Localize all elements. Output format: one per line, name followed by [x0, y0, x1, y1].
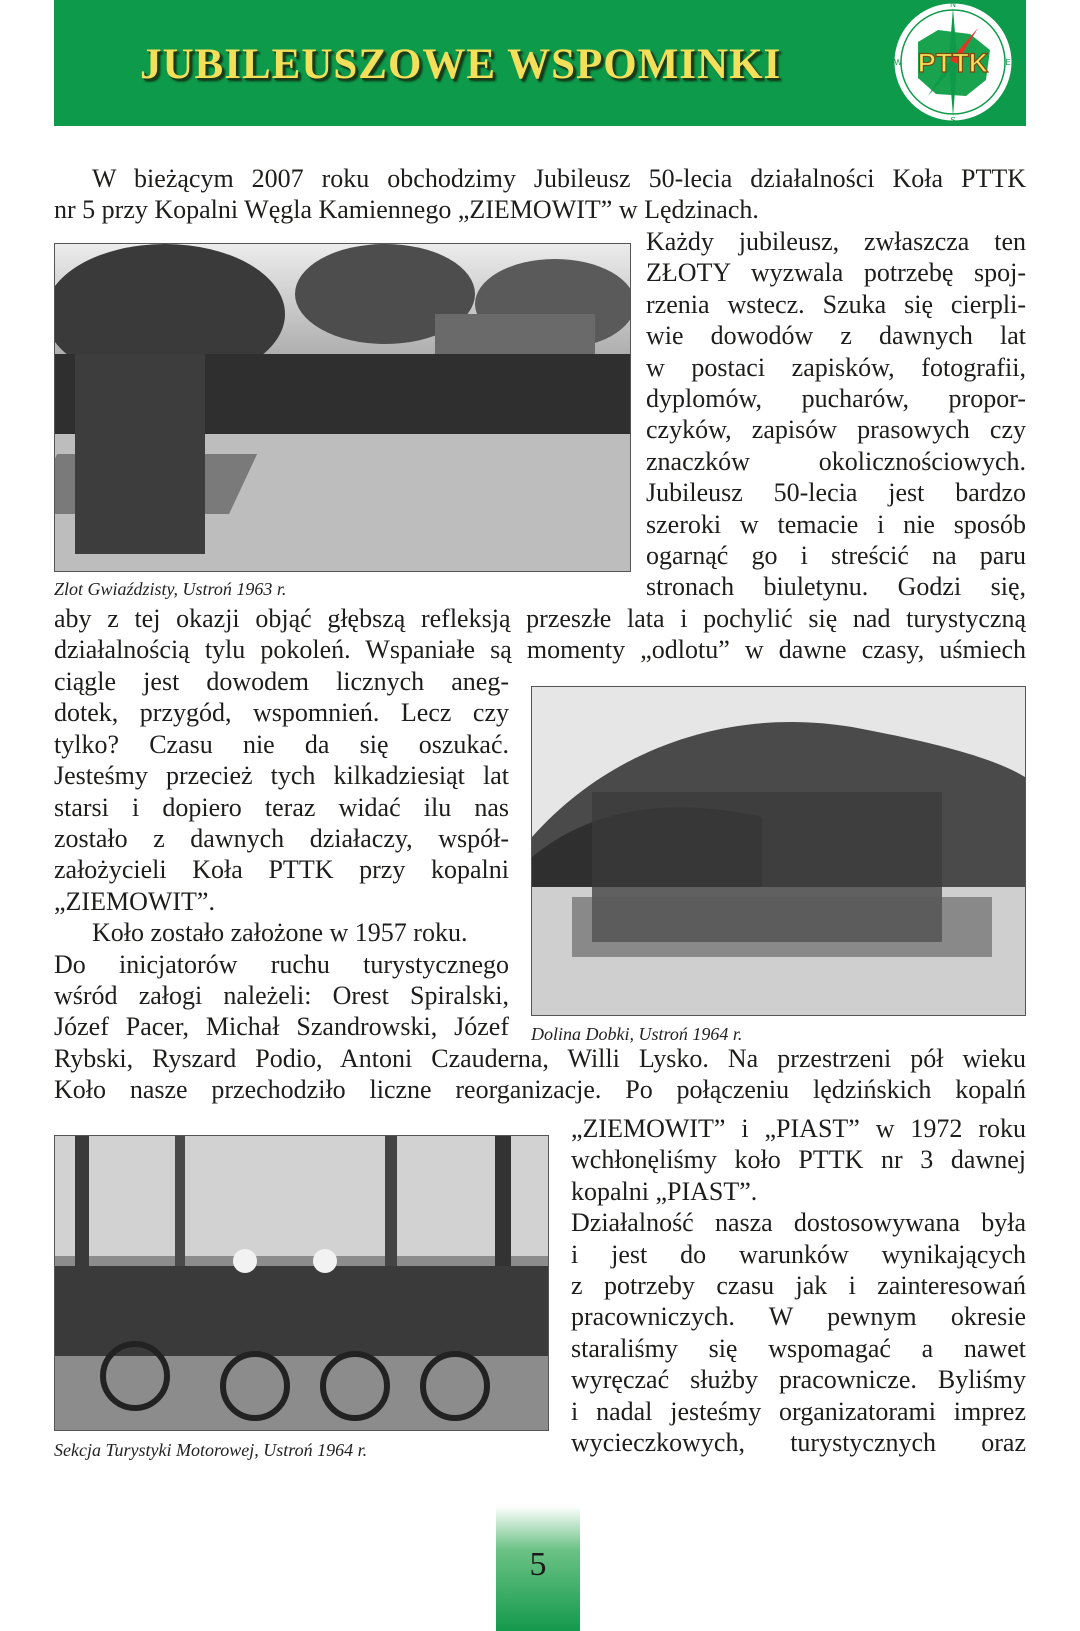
text-line: założycieli Koła PTTK przy kopalni	[54, 855, 509, 885]
text-line: Koło zostało założone w 1957 roku.	[92, 918, 468, 948]
text-line: Rybski, Ryszard Podio, Antoni Czauderna, Willi Lysko. Na przestrzeni pół wieku	[54, 1044, 1026, 1073]
text-line: nr 5 przy Kopalni Węgla Kamiennego „ZIEMOWIT” w Lędzinach.	[54, 195, 759, 225]
text-line: znaczków okolicznościowych.	[646, 446, 1026, 476]
text-line: ogarnąć go i streścić na paru	[646, 540, 1026, 570]
paragraph-col3	[571, 1113, 1026, 1458]
text-line: starsi i dopiero teraz widać ilu nas	[54, 792, 509, 822]
text-line: Jesteśmy przecież tych kilkadziesiąt lat	[54, 761, 509, 791]
compass-e: E	[1005, 58, 1011, 67]
text-line: kopalni „PIAST”.	[571, 1176, 758, 1206]
text-line: wyręczać służby pracownicze. Byliśmy	[571, 1365, 1026, 1395]
text-line: i jest do warunków wynikających	[571, 1239, 1026, 1269]
text-line: rzenia wstecz. Szuka się cierpli-	[646, 289, 1026, 319]
text-line: Każdy jubileusz, zwłaszcza ten	[646, 227, 1026, 256]
intro-paragraph	[54, 163, 1026, 226]
text-line: „ZIEMOWIT” i „PIAST” w 1972 roku	[571, 1114, 1026, 1143]
text-line: w postaci zapisków, fotografii,	[646, 352, 1026, 382]
photo-sekcja-motorowa	[54, 1135, 549, 1431]
text-line: wśród załogi należeli: Orest Spiralski,	[54, 980, 509, 1010]
text-line: Józef Pacer, Michał Szandrowski, Józef	[54, 1012, 509, 1042]
compass-n: N	[950, 0, 956, 9]
page-number: 5	[529, 1546, 547, 1583]
text-line: pracowniczych. W pewnym okresie	[571, 1302, 1026, 1332]
compass-w: W	[894, 58, 902, 67]
caption-photo3: Sekcja Turystyki Motorowej, Ustroń 1964 r.	[54, 1440, 368, 1460]
text-line: Działalność nasza dostosowywana była	[571, 1208, 1026, 1238]
text-line: wie dowodów z dawnych lat	[646, 321, 1026, 351]
text-line: zostało z dawnych działaczy, współ-	[54, 823, 509, 853]
page-number-tab	[496, 1506, 580, 1631]
text-line: wycieczkowych, turystycznych oraz	[571, 1427, 1026, 1457]
text-line: aby z tej okazji objąć głębszą refleksją przeszłe lata i pochylić się nad turystyczną	[54, 604, 1026, 633]
caption-photo2: Dolina Dobki, Ustroń 1964 r.	[531, 1024, 743, 1044]
text-line: „ZIEMOWIT”.	[54, 886, 215, 916]
text-line: ciągle jest dowodem licznych aneg-	[54, 667, 509, 696]
paragraph-full2	[54, 1043, 1026, 1106]
text-line: szeroki w temacie i nie sposób	[646, 509, 1026, 539]
text-line: Jubileusz 50-lecia jest bardzo	[646, 478, 1026, 508]
pttk-logo	[878, 0, 1028, 126]
text-line: i nadal jesteśmy organizatorami imprez	[571, 1396, 1026, 1426]
text-line: ZŁOTY wyzwala potrzebę spoj-	[646, 258, 1026, 288]
text-line: czyków, zapisów prasowych czy	[646, 415, 1026, 445]
text-line: W bieżącym 2007 roku obchodzimy Jubileusz 50-lecia działalności Koła PTTK	[92, 164, 1026, 193]
compass-s: S	[950, 116, 956, 125]
caption-photo1: Zlot Gwiaździsty, Ustroń 1963 r.	[54, 579, 287, 599]
text-line: dyplomów, pucharów, propor-	[646, 383, 1026, 413]
text-line: dotek, przygód, wspomnień. Lecz czy	[54, 698, 509, 728]
text-line: wchłonęliśmy koło PTTK nr 3 dawnej	[571, 1145, 1026, 1175]
text-line: stronach biuletynu. Godzi się,	[646, 572, 1026, 602]
paragraph-col2	[54, 666, 509, 1043]
photo-dolina-dobki	[531, 686, 1026, 1016]
text-line: działalnością tylu pokoleń. Wspaniałe są momenty „odlotu” w dawne czasy, uśmiech	[54, 635, 1026, 665]
photo-zlot-gwiazdzisty	[54, 243, 631, 572]
text-line: Do inicjatorów ruchu turystycznego	[54, 949, 509, 979]
text-line: staraliśmy się wspomagać a nawet	[571, 1333, 1026, 1363]
text-line: z potrzeby czasu jak i zainteresowań	[571, 1270, 1026, 1300]
text-line: Koło nasze przechodziło liczne reorganizacje. Po połączeniu lędzińskich kopalń	[54, 1075, 1026, 1105]
paragraph-full1	[54, 603, 1026, 666]
text-line: tylko? Czasu nie da się oszukać.	[54, 729, 509, 759]
paragraph-col1	[646, 226, 1026, 603]
page-title: JUBILEUSZOWE WSPOMINKI	[140, 41, 782, 88]
logo-text: PTTK	[917, 48, 989, 78]
